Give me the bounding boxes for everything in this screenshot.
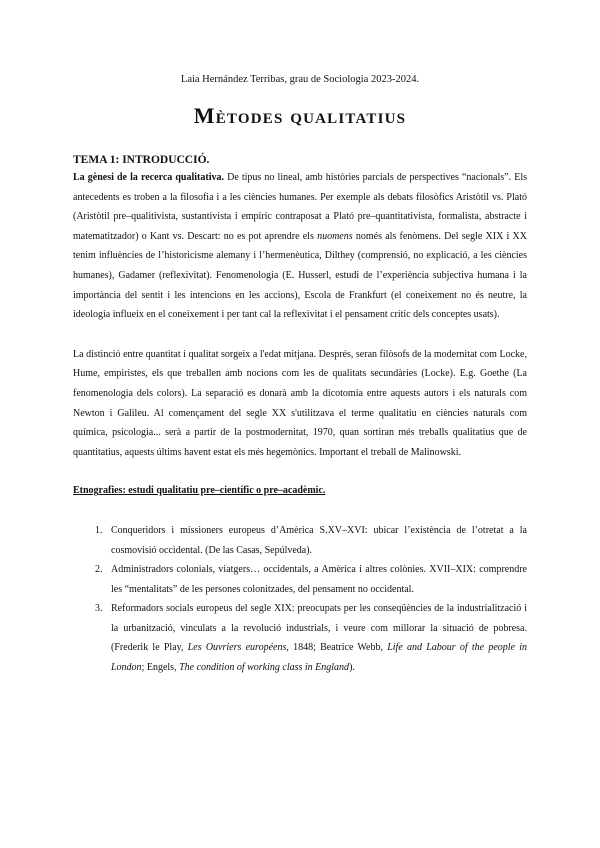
list-item-text: Administradors colonials, viatgers… occidentals, a Amèrica i altres colònies. XVII–XIX: comprendre les “mentalitats” de les persones colonitzades, del pensament no occidental. [111,564,527,595]
subheading-ethnographies: Etnografies: estudi qualitatiu pre–científic o pre–acadèmic. [73,485,326,497]
list-item-text: , 1848; Beatrice Webb, [286,642,388,654]
paragraph-genesis [73,168,527,325]
book-title: The condition of working class in England [179,662,350,674]
list-item-text: Reformadors socials europeus del segle XIX: preocupats per les conseqüències de la industrialització i la urbanització, vinculats a la revolució industrials, i veure com millorar la situació de pobresa. (Frederik le Play, [111,603,527,654]
list-item [105,599,527,677]
list-item [105,560,527,599]
list-item [105,521,527,560]
book-title: Les Ouvriers européens [187,642,287,654]
italic-term: nuomens [317,230,353,242]
paragraph-text: només als fenòmens. Del segle XIX i XX tenim influències de l’historicisme alemany i l’hermenèutica, Dilthey (comprensió, no explicació, a les ciències humanes), Gadamer (reflexivitat). Fenomenologia (E. Husserl, estudi de l’experiència subjectiva humana i la importància del sentit i les intencions en les accions), Escola de Frankfurt (el coneixement no és neutre, la ideologia influeix en el coneixement i per tant cal la reflexivitat i el pensament crític dels conceptes usats). [73,230,527,321]
list-item-text: Conqueridors i missioners europeus d’Amèrica S.XV–XVI: ubicar l’existència de l’otretat a la cosmovisió occidental. (De las Casas, Sepúlveda). [111,524,527,556]
paragraph-quantity-quality: La distinció entre quantitat i qualitat sorgeix a l'edat mitjana. Després, seran filòsofs de la modernitat com Locke, Hume, empiristes, els que treballen amb nocions com les de qualitats secundàries (Locke). E.g. Goethe (La fenomenologia dels colors). La separació es donarà amb la dicotomia entre aquests autors i els naturals com Newton i Galileu. Al començament del segle XX s'utilitzava el terme qualitatiu en ciències naturals com química, psicologia... serà a partir de la postmodernitat, 1970, quan sortiran més treballs qualitatius que de quantitatius, aquests últims havent estat els més hegemònics. Important el treball de Malinowski. [73,348,527,458]
ethnography-list [73,521,527,678]
paragraph-text: De tipus no lineal, amb històries parcials de perspectives “nacionals”. Els antecedents es troben a la filosofia i a les ciències humanes. Per exemple als debats filosòfics Aristòtil vs. Plató (Aristòtil pre–qualitivista, sustantivista i empíric contraposat a Plató pre–quantitativista, formalista, abstracte i matematitzador) o Kant vs. Descart: no es pot aprendre els [73,172,527,242]
document-body [73,152,527,678]
book-title: Life and Labour of the people in London [111,642,527,674]
document-title: Mètodes qualitatius [193,103,407,128]
list-item-text: ; Engels, [141,662,180,674]
paragraph-lead: La gènesi de la recerca qualitativa. [73,172,224,183]
section-heading: TEMA 1: INTRODUCCIÓ. [73,154,210,166]
author-line: Laia Hernández Terribas, grau de Sociologia 2023-2024. [180,74,420,85]
list-item-text: ). [349,662,355,674]
